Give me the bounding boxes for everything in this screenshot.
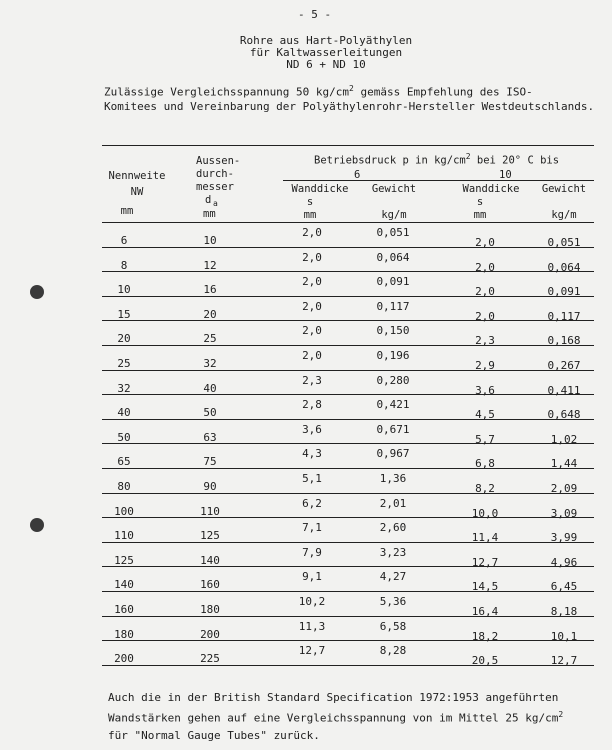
col-header-unit: kg/m bbox=[381, 209, 407, 221]
col-header-aussen: Aussen- bbox=[196, 155, 241, 167]
cell-s10: 12,7 bbox=[471, 555, 499, 569]
cell-g10: 1,44 bbox=[550, 457, 578, 471]
col-header-symbol: d bbox=[205, 194, 212, 206]
row-rule bbox=[102, 542, 594, 543]
cell-g6: 2,60 bbox=[379, 521, 407, 535]
cell-s10: 2,3 bbox=[475, 334, 495, 348]
cell-g10: 4,96 bbox=[550, 555, 578, 569]
pressure-title-sup: 2 bbox=[465, 152, 471, 161]
cell-s6: 2,0 bbox=[302, 226, 322, 239]
cell-nw: 65 bbox=[117, 455, 131, 469]
intro-text: Komitees und Vereinbarung der Polyäthylenrohr-Hersteller Westdeutschlands. bbox=[104, 99, 595, 113]
cell-da: 200 bbox=[200, 627, 220, 641]
cell-da: 12 bbox=[203, 258, 217, 272]
cell-g10: 2,09 bbox=[550, 482, 578, 495]
cell-s6: 7,9 bbox=[302, 545, 322, 559]
cell-nw: 32 bbox=[117, 381, 131, 395]
cell-da: 125 bbox=[200, 529, 220, 543]
cell-da: 110 bbox=[200, 504, 220, 518]
col-header-wanddicke-6: Wanddicke bbox=[291, 183, 349, 195]
cell-s10: 2,9 bbox=[475, 359, 495, 372]
row-rule bbox=[102, 271, 594, 272]
cell-g6: 0,280 bbox=[376, 373, 410, 387]
cell-s6: 9,1 bbox=[302, 570, 322, 584]
cell-nw: 100 bbox=[114, 504, 134, 518]
cell-s10: 3,6 bbox=[475, 383, 495, 397]
cell-s6: 2,0 bbox=[302, 324, 322, 338]
row-rule bbox=[102, 394, 594, 395]
intro-superscript: 2 bbox=[349, 84, 354, 93]
cell-nw: 25 bbox=[117, 357, 131, 370]
col-header-s: s bbox=[476, 196, 484, 208]
row-rule bbox=[102, 640, 594, 641]
nd10-label: 10 bbox=[499, 169, 512, 181]
cell-da: 25 bbox=[203, 332, 217, 346]
cell-g10: 0,267 bbox=[547, 359, 581, 372]
intro-text: Zulässige Vergleichsspannung 50 kg/cm bbox=[104, 85, 350, 99]
cell-g6: 0,091 bbox=[376, 275, 410, 289]
footnote-superscript: 2 bbox=[558, 710, 564, 719]
page-number: - 5 - bbox=[298, 8, 332, 21]
cell-nw: 80 bbox=[117, 480, 131, 493]
col-header-unit: mm bbox=[203, 208, 216, 220]
row-rule bbox=[102, 616, 594, 617]
cell-nw: 140 bbox=[114, 578, 134, 592]
row-rule bbox=[102, 247, 594, 248]
cell-da: 20 bbox=[203, 307, 217, 321]
cell-nw: 6 bbox=[120, 234, 128, 247]
cell-da: 50 bbox=[203, 406, 217, 420]
pressure-title bbox=[314, 152, 559, 167]
heading-line: für Kaltwasserleitungen bbox=[249, 46, 403, 59]
col-header-nennweite: Nennweite bbox=[108, 170, 166, 182]
row-rule bbox=[102, 370, 594, 371]
cell-s6: 2,0 bbox=[302, 299, 322, 313]
cell-nw: 10 bbox=[117, 283, 131, 297]
cell-s6: 3,6 bbox=[302, 422, 322, 436]
col-header-unit: kg/m bbox=[551, 209, 577, 221]
cell-g6: 0,051 bbox=[376, 226, 410, 239]
cell-da: 63 bbox=[203, 430, 217, 444]
pressure-title-text: bei 20° C bis bbox=[470, 154, 560, 167]
cell-s10: 2,0 bbox=[475, 260, 495, 274]
cell-g10: 0,117 bbox=[547, 309, 581, 323]
cell-g10: 0,411 bbox=[547, 383, 581, 397]
row-rule bbox=[102, 591, 594, 592]
cell-nw: 8 bbox=[120, 258, 128, 272]
cell-nw: 40 bbox=[117, 406, 131, 420]
cell-da: 75 bbox=[203, 455, 217, 469]
cell-s6: 11,3 bbox=[298, 619, 326, 633]
footnote-line: Auch die in der British Standard Specification 1972:1953 angeführten bbox=[108, 691, 559, 704]
col-header-gewicht-10: Gewicht bbox=[541, 183, 587, 195]
cell-s10: 2,0 bbox=[475, 309, 495, 323]
cell-g10: 0,648 bbox=[547, 408, 581, 422]
col-header-s: s bbox=[306, 196, 314, 208]
cell-g10: 0,051 bbox=[547, 236, 581, 249]
cell-s10: 8,2 bbox=[475, 482, 495, 495]
cell-g10: 1,02 bbox=[550, 432, 578, 446]
col-header-unit: mm bbox=[473, 209, 487, 221]
footnote-line: für "Normal Gauge Tubes" zurück. bbox=[108, 729, 320, 742]
cell-s10: 18,2 bbox=[471, 629, 499, 643]
cell-g6: 0,421 bbox=[376, 398, 410, 412]
cell-g10: 10,1 bbox=[550, 629, 578, 643]
cell-s6: 2,8 bbox=[302, 398, 322, 412]
cell-g6: 4,27 bbox=[379, 570, 407, 584]
heading-line: ND 6 + ND 10 bbox=[286, 58, 366, 71]
cell-g6: 0,064 bbox=[376, 250, 410, 264]
nd6-label: 6 bbox=[354, 169, 361, 181]
cell-s10: 11,4 bbox=[471, 531, 499, 545]
cell-nw: 110 bbox=[114, 529, 134, 543]
cell-nw: 160 bbox=[114, 603, 134, 616]
cell-g6: 2,01 bbox=[379, 496, 407, 510]
cell-g6: 5,36 bbox=[379, 595, 407, 608]
cell-g6: 0,117 bbox=[376, 299, 410, 313]
pressure-title-text: Betriebsdruck p in kg/cm bbox=[314, 154, 466, 167]
cell-s10: 2,0 bbox=[475, 236, 495, 249]
cell-s6: 7,1 bbox=[302, 521, 322, 535]
cell-s6: 4,3 bbox=[302, 447, 322, 461]
footnote-text: Wandstärken gehen auf eine Vergleichsspannung von im Mittel 25 kg/cm bbox=[108, 711, 559, 725]
col-header-unit: mm bbox=[303, 209, 317, 221]
cell-g6: 8,28 bbox=[379, 644, 407, 658]
cell-s10: 4,5 bbox=[475, 408, 495, 422]
cell-da: 90 bbox=[203, 480, 217, 493]
row-rule bbox=[102, 443, 594, 444]
cell-s6: 5,1 bbox=[302, 472, 322, 485]
cell-g10: 0,168 bbox=[547, 334, 581, 348]
cell-s6: 10,2 bbox=[298, 595, 326, 608]
cell-s10: 16,4 bbox=[471, 605, 499, 618]
cell-da: 16 bbox=[203, 283, 217, 297]
cell-s6: 2,0 bbox=[302, 349, 322, 362]
cell-s10: 6,8 bbox=[475, 457, 495, 471]
row-rule bbox=[102, 296, 594, 297]
intro-text: gemäss Empfehlung des ISO- bbox=[353, 85, 533, 99]
cell-g6: 1,36 bbox=[379, 472, 407, 485]
heading-line: Rohre aus Hart-Polyäthylen bbox=[239, 34, 413, 47]
cell-nw: 125 bbox=[114, 553, 134, 567]
cell-da: 32 bbox=[203, 357, 217, 370]
cell-g10: 8,18 bbox=[550, 605, 578, 618]
row-rule bbox=[102, 493, 594, 494]
cell-g6: 3,23 bbox=[379, 545, 407, 559]
cell-s10: 2,0 bbox=[475, 285, 495, 299]
cell-da: 160 bbox=[200, 578, 220, 592]
col-header-unit: mm bbox=[120, 205, 134, 217]
cell-g10: 12,7 bbox=[550, 654, 578, 668]
cell-da: 140 bbox=[200, 553, 220, 567]
col-header-durch: durch- bbox=[196, 168, 234, 180]
col-header-gewicht-6: Gewicht bbox=[371, 183, 417, 195]
cell-s6: 6,2 bbox=[302, 496, 322, 510]
col-header-messer: messer bbox=[196, 181, 234, 193]
row-rule bbox=[102, 345, 594, 346]
row-rule bbox=[102, 468, 594, 469]
cell-g6: 0,671 bbox=[376, 422, 410, 436]
rule bbox=[283, 180, 594, 181]
col-header-wanddicke-10: Wanddicke bbox=[462, 183, 520, 195]
cell-da: 10 bbox=[203, 234, 217, 247]
row-rule bbox=[102, 566, 594, 567]
cell-s6: 2,0 bbox=[302, 275, 322, 289]
rule bbox=[102, 145, 594, 146]
footnote-line bbox=[108, 710, 563, 725]
cell-g10: 3,09 bbox=[550, 506, 578, 520]
cell-nw: 200 bbox=[114, 652, 134, 666]
punch-hole bbox=[30, 285, 44, 299]
cell-g6: 6,58 bbox=[379, 619, 407, 633]
cell-g10: 0,091 bbox=[547, 285, 581, 299]
cell-da: 180 bbox=[200, 603, 220, 616]
row-rule bbox=[102, 419, 594, 420]
cell-s10: 14,5 bbox=[471, 580, 499, 594]
cell-s10: 5,7 bbox=[475, 432, 495, 446]
cell-s6: 2,0 bbox=[302, 250, 322, 264]
cell-g6: 0,967 bbox=[376, 447, 410, 461]
col-header-nw: NW bbox=[130, 186, 144, 198]
row-rule bbox=[102, 665, 594, 666]
col-header-subscript: a bbox=[213, 199, 218, 208]
cell-nw: 180 bbox=[114, 627, 134, 641]
cell-s6: 12,7 bbox=[298, 644, 326, 658]
row-rule bbox=[102, 517, 594, 518]
cell-g10: 0,064 bbox=[547, 260, 581, 274]
cell-da: 40 bbox=[203, 381, 217, 395]
cell-s10: 10,0 bbox=[471, 506, 499, 520]
intro-paragraph bbox=[104, 82, 604, 114]
cell-g10: 3,99 bbox=[550, 531, 578, 545]
cell-g10: 6,45 bbox=[550, 580, 578, 594]
punch-hole bbox=[30, 518, 44, 532]
row-rule bbox=[102, 320, 594, 321]
cell-g6: 0,150 bbox=[376, 324, 410, 338]
cell-da: 225 bbox=[200, 652, 220, 666]
rule bbox=[102, 222, 594, 223]
cell-nw: 50 bbox=[117, 430, 131, 444]
cell-nw: 20 bbox=[117, 332, 131, 346]
cell-nw: 15 bbox=[117, 307, 131, 321]
cell-s6: 2,3 bbox=[302, 373, 322, 387]
cell-s10: 20,5 bbox=[471, 654, 499, 668]
cell-g6: 0,196 bbox=[376, 349, 410, 362]
